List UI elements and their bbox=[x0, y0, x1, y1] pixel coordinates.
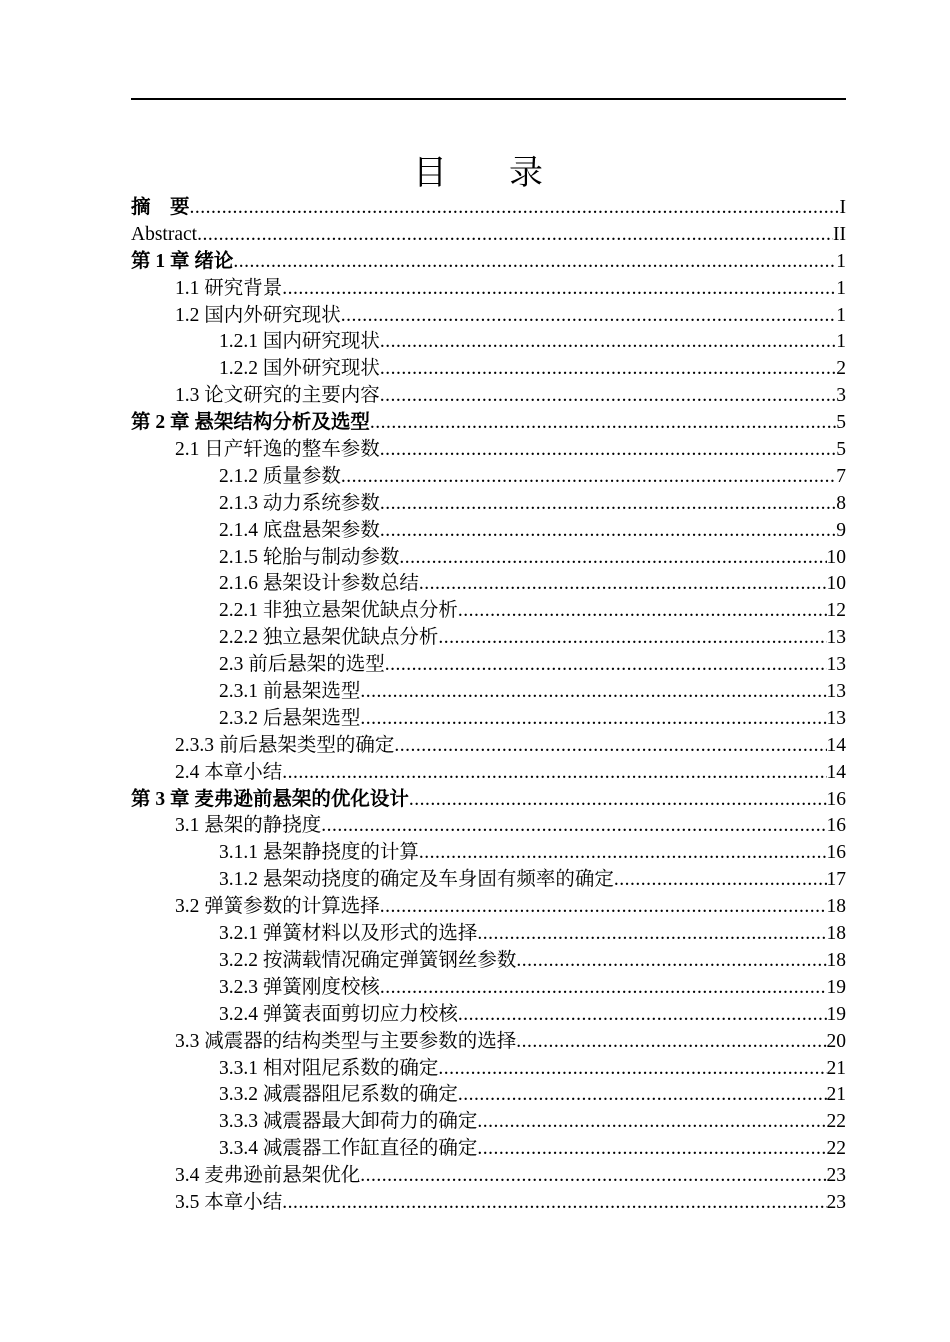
toc-entry[interactable] bbox=[131, 894, 846, 921]
toc-entry-page: 13 bbox=[826, 654, 846, 676]
toc-dot-leader bbox=[190, 195, 840, 222]
toc-dot-leader bbox=[380, 975, 827, 1002]
toc-entry-label: 第 1 章 绪论 bbox=[131, 250, 234, 272]
toc-entry-label: 3.1.1 悬架静挠度的计算 bbox=[219, 842, 419, 864]
toc-dot-leader bbox=[341, 464, 836, 491]
toc-entry-label: 3.3.2 减震器阻尼系数的确定 bbox=[219, 1084, 458, 1106]
toc-entry-label: 2.1.2 质量参数 bbox=[219, 465, 341, 487]
toc-entry-label: 2.3.1 前悬架选型 bbox=[219, 681, 361, 703]
toc-dot-leader bbox=[360, 706, 826, 733]
toc-entry-label: 2.4 本章小结 bbox=[175, 761, 283, 783]
toc-entry[interactable] bbox=[131, 1190, 846, 1217]
toc-entry-page: 14 bbox=[826, 734, 846, 756]
toc-entry-label: 3.4 麦弗逊前悬架优化 bbox=[175, 1165, 361, 1187]
toc-entry[interactable] bbox=[131, 491, 846, 518]
toc-dot-leader bbox=[477, 1136, 826, 1163]
toc-dot-leader bbox=[321, 813, 826, 840]
toc-entry-label: 2.1 日产轩逸的整车参数 bbox=[175, 439, 380, 461]
toc-entry[interactable] bbox=[131, 1002, 846, 1029]
toc-entry-label: 2.2.1 非独立悬架优缺点分析 bbox=[219, 600, 458, 622]
toc-entry-label: 摘 要 bbox=[131, 197, 190, 218]
toc-entry-page: 1 bbox=[836, 250, 846, 272]
toc-entry-page: 16 bbox=[826, 788, 846, 810]
toc-entry-label: 3.2.4 弹簧表面剪切应力校核 bbox=[219, 1003, 458, 1025]
toc-entry-page: 12 bbox=[826, 600, 846, 622]
toc-entry[interactable] bbox=[131, 249, 846, 276]
toc-entry-label: 2.3 前后悬架的选型 bbox=[219, 654, 385, 676]
toc-entry-page: 23 bbox=[826, 1165, 846, 1187]
toc-dot-leader bbox=[419, 571, 827, 598]
toc-dot-leader bbox=[438, 1056, 826, 1083]
toc-dot-leader bbox=[341, 303, 836, 330]
toc-entry-page: 7 bbox=[836, 465, 846, 487]
toc-entry-page: 8 bbox=[836, 492, 846, 514]
toc-dot-leader bbox=[360, 679, 826, 706]
toc-dot-leader bbox=[380, 491, 836, 518]
toc-entry-page: 18 bbox=[826, 923, 846, 945]
toc-entry-label: 3.2.2 按满载情况确定弹簧钢丝参数 bbox=[219, 949, 517, 971]
toc-entry-label: 2.1.4 底盘悬架参数 bbox=[219, 519, 380, 541]
toc-entry[interactable] bbox=[131, 195, 846, 222]
toc-entry-page: 22 bbox=[826, 1138, 846, 1160]
toc-entry[interactable] bbox=[131, 303, 846, 330]
toc-entry-page: 19 bbox=[826, 1003, 846, 1025]
toc-entry-label: 3.5 本章小结 bbox=[175, 1191, 283, 1213]
toc-entry[interactable] bbox=[131, 840, 846, 867]
toc-entry-label: 3.1.2 悬架动挠度的确定及车身固有频率的确定 bbox=[219, 869, 614, 891]
toc-dot-leader bbox=[477, 921, 826, 948]
toc-entry[interactable] bbox=[131, 813, 846, 840]
toc-entry-label: 1.1 研究背景 bbox=[175, 277, 283, 299]
toc-entry[interactable] bbox=[131, 571, 846, 598]
toc-entry-label: 3.2.3 弹簧刚度校核 bbox=[219, 976, 380, 998]
toc-dot-leader bbox=[516, 948, 826, 975]
toc-entry-page: 18 bbox=[826, 949, 846, 971]
toc-entry-page: 20 bbox=[826, 1030, 846, 1052]
toc-dot-leader bbox=[282, 1190, 826, 1217]
toc-entry-page: 10 bbox=[826, 546, 846, 568]
toc-entry[interactable] bbox=[131, 652, 846, 679]
toc-dot-leader bbox=[197, 222, 833, 249]
toc-dot-leader bbox=[380, 329, 836, 356]
toc-entry[interactable] bbox=[131, 518, 846, 545]
toc-entry[interactable] bbox=[131, 948, 846, 975]
toc-dot-leader bbox=[614, 867, 827, 894]
toc-entry[interactable] bbox=[131, 1029, 846, 1056]
toc-dot-leader bbox=[282, 276, 836, 303]
toc-entry[interactable] bbox=[131, 921, 846, 948]
toc-dot-leader bbox=[419, 840, 827, 867]
toc-entry-label: 第 2 章 悬架结构分析及选型 bbox=[131, 412, 370, 434]
toc-entry-page: 21 bbox=[826, 1084, 846, 1106]
toc-entry[interactable] bbox=[131, 1163, 846, 1190]
toc-entry-page: 16 bbox=[826, 815, 846, 837]
toc-entry-page: 16 bbox=[826, 842, 846, 864]
toc-entry-label: 3.2 弹簧参数的计算选择 bbox=[175, 896, 380, 918]
toc-entry-page: 17 bbox=[826, 869, 846, 891]
toc-entry-page: I bbox=[839, 197, 846, 218]
toc-entry-page: 13 bbox=[826, 627, 846, 649]
toc-entry-label: 1.3 论文研究的主要内容 bbox=[175, 385, 380, 407]
toc-entry-label: 3.2.1 弹簧材料以及形式的选择 bbox=[219, 923, 478, 945]
toc-entry-page: 1 bbox=[836, 277, 846, 299]
toc-dot-leader bbox=[458, 1082, 827, 1109]
header-rule bbox=[131, 98, 846, 100]
toc-entry-page: 19 bbox=[826, 976, 846, 998]
toc-entry-page: 2 bbox=[836, 358, 846, 380]
toc-dot-leader bbox=[380, 894, 827, 921]
toc-dot-leader bbox=[394, 733, 826, 760]
toc-entry-label: 第 3 章 麦弗逊前悬架的优化设计 bbox=[131, 788, 409, 810]
toc-entry-label: 3.3.4 减震器工作缸直径的确定 bbox=[219, 1138, 478, 1160]
toc-entry-page: 23 bbox=[826, 1191, 846, 1213]
toc-dot-leader bbox=[458, 598, 827, 625]
toc-entry[interactable] bbox=[131, 679, 846, 706]
toc-entry-label: 2.1.3 动力系统参数 bbox=[219, 492, 380, 514]
toc-dot-leader bbox=[380, 356, 836, 383]
toc-dot-leader bbox=[380, 518, 836, 545]
toc-entry[interactable] bbox=[131, 276, 846, 303]
toc-entry[interactable] bbox=[131, 222, 846, 249]
toc-entry-page: 1 bbox=[836, 331, 846, 353]
toc-dot-leader bbox=[380, 383, 836, 410]
toc-entry-label: 3.3 减震器的结构类型与主要参数的选择 bbox=[175, 1030, 517, 1052]
table-of-contents bbox=[131, 195, 846, 1217]
toc-entry[interactable] bbox=[131, 410, 846, 437]
toc-entry-page: 10 bbox=[826, 573, 846, 595]
toc-dot-leader bbox=[360, 1163, 826, 1190]
toc-entry-label: 3.3.3 减震器最大卸荷力的确定 bbox=[219, 1111, 478, 1133]
toc-entry[interactable] bbox=[131, 867, 846, 894]
toc-entry-label: Abstract bbox=[131, 223, 198, 245]
toc-entry[interactable] bbox=[131, 356, 846, 383]
toc-dot-leader bbox=[399, 545, 826, 572]
toc-entry-label: 3.3.1 相对阻尼系数的确定 bbox=[219, 1057, 439, 1079]
toc-dot-leader bbox=[458, 1002, 827, 1029]
toc-dot-leader bbox=[282, 760, 826, 787]
toc-entry-page: 18 bbox=[826, 896, 846, 918]
toc-entry[interactable] bbox=[131, 1082, 846, 1109]
toc-entry-page: II bbox=[833, 223, 846, 245]
toc-entry-page: 3 bbox=[836, 385, 846, 407]
toc-entry[interactable] bbox=[131, 1109, 846, 1136]
toc-dot-leader bbox=[385, 652, 827, 679]
toc-entry[interactable] bbox=[131, 975, 846, 1002]
toc-entry-page: 5 bbox=[836, 439, 846, 461]
toc-entry[interactable] bbox=[131, 760, 846, 787]
toc-entry-label: 1.2.2 国外研究现状 bbox=[219, 358, 380, 380]
toc-entry-page: 5 bbox=[836, 412, 846, 434]
toc-dot-leader bbox=[380, 437, 836, 464]
toc-entry[interactable] bbox=[131, 545, 846, 572]
toc-entry[interactable] bbox=[131, 1136, 846, 1163]
toc-dot-leader bbox=[233, 249, 836, 276]
toc-dot-leader bbox=[370, 410, 836, 437]
toc-entry-page: 14 bbox=[826, 761, 846, 783]
toc-dot-leader bbox=[516, 1029, 826, 1056]
toc-entry-page: 21 bbox=[826, 1057, 846, 1079]
toc-entry-label: 2.3.2 后悬架选型 bbox=[219, 707, 361, 729]
toc-entry-page: 22 bbox=[826, 1111, 846, 1133]
toc-entry[interactable] bbox=[131, 733, 846, 760]
toc-entry-label: 2.3.3 前后悬架类型的确定 bbox=[175, 734, 395, 756]
toc-entry-label: 3.1 悬架的静挠度 bbox=[175, 815, 322, 837]
toc-entry[interactable] bbox=[131, 787, 846, 814]
toc-entry[interactable] bbox=[131, 625, 846, 652]
toc-entry-label: 1.2 国内外研究现状 bbox=[175, 304, 341, 326]
toc-dot-leader bbox=[477, 1109, 826, 1136]
toc-entry-label: 2.1.5 轮胎与制动参数 bbox=[219, 546, 400, 568]
toc-entry-label: 2.1.6 悬架设计参数总结 bbox=[219, 573, 419, 595]
toc-entry[interactable] bbox=[131, 706, 846, 733]
toc-dot-leader bbox=[438, 625, 826, 652]
toc-entry[interactable] bbox=[131, 329, 846, 356]
toc-entry[interactable] bbox=[131, 383, 846, 410]
toc-entry-page: 1 bbox=[836, 304, 846, 326]
toc-entry[interactable] bbox=[131, 1056, 846, 1083]
toc-entry-label: 2.2.2 独立悬架优缺点分析 bbox=[219, 627, 439, 649]
toc-title: 目 录 bbox=[413, 155, 557, 192]
toc-entry-page: 13 bbox=[826, 707, 846, 729]
toc-entry[interactable] bbox=[131, 437, 846, 464]
toc-entry-page: 9 bbox=[836, 519, 846, 541]
toc-entry-label: 1.2.1 国内研究现状 bbox=[219, 331, 380, 353]
toc-entry[interactable] bbox=[131, 464, 846, 491]
toc-dot-leader bbox=[409, 787, 827, 814]
toc-entry[interactable] bbox=[131, 598, 846, 625]
toc-entry-page: 13 bbox=[826, 681, 846, 703]
